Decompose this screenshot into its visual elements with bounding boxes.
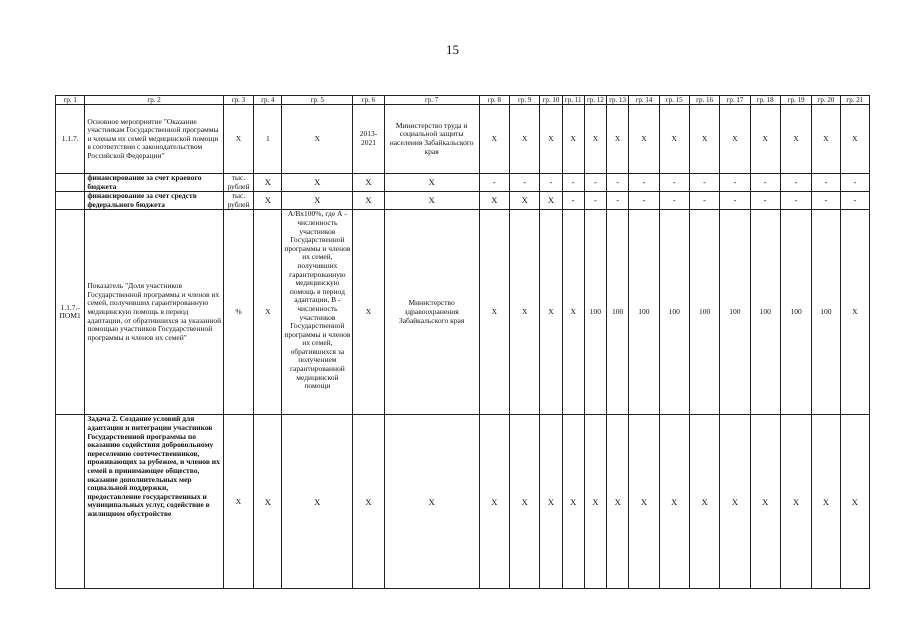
column-header: гр. 20	[812, 96, 840, 105]
table-cell: X	[223, 105, 253, 174]
column-header: гр. 18	[750, 96, 780, 105]
table-cell: X	[562, 105, 584, 174]
table-cell: X	[720, 415, 750, 589]
table-cell	[56, 415, 85, 589]
table-cell: X	[584, 105, 606, 174]
table-cell: 100	[689, 210, 719, 415]
table-cell: X	[479, 192, 509, 210]
table-cell: X	[629, 105, 659, 174]
table-cell: Показатель "Доля участников Государственной программы и членов их семей, получивших гарантированную медицинскую помощь в период адаптации, от обратившихся за указанной помощью участников Государственной программы и членов их семей"	[85, 210, 224, 415]
column-header: гр. 19	[780, 96, 811, 105]
column-header: гр. 14	[629, 96, 659, 105]
table-cell: X	[750, 105, 780, 174]
table-cell: X	[840, 105, 869, 174]
table-cell: X	[689, 105, 719, 174]
table-row	[56, 192, 870, 210]
table-cell: 100	[607, 210, 629, 415]
table-cell: -	[659, 192, 689, 210]
column-header: гр. 1	[56, 96, 85, 105]
table-cell: 1	[254, 105, 282, 174]
table-cell: X	[282, 174, 353, 192]
table-cell: X	[540, 210, 562, 415]
table-cell: X	[282, 192, 353, 210]
table-cell: X	[840, 210, 869, 415]
column-header: гр. 2	[85, 96, 224, 105]
table-cell: -	[840, 192, 869, 210]
table-cell: 100	[812, 210, 840, 415]
table-cell: X	[254, 415, 282, 589]
table-cell: X	[780, 105, 811, 174]
table-cell: X	[353, 192, 384, 210]
table-cell: -	[812, 192, 840, 210]
column-header: гр. 16	[689, 96, 719, 105]
table-cell: X	[812, 415, 840, 589]
table-cell: тыс. рублей	[223, 192, 253, 210]
table-cell: Основное мероприятие "Оказание участникам Государственной программы и членам их семей медицинской помощи в соответствии с законодательством Российской Федерации"	[85, 105, 224, 174]
table-cell: X	[629, 415, 659, 589]
table-cell: X	[562, 415, 584, 589]
table-cell: 100	[750, 210, 780, 415]
column-header: гр. 3	[223, 96, 253, 105]
table-row	[56, 210, 870, 415]
table-cell: А/Вх100%, где А - численность участников Государственной программы и членов их семей, получивших гарантированную медицинскую помощь в период адаптации, В - численность участников Государственной программы и членов их семей, обратившихся за получением гарантированной медицинской помощи	[282, 210, 353, 415]
table-cell: X	[223, 415, 253, 589]
table-cell: X	[584, 415, 606, 589]
header-row	[56, 96, 870, 105]
table-cell: Министерство здравоохранения Забайкальского края	[384, 210, 479, 415]
table-cell: -	[562, 174, 584, 192]
table-cell: финансирование за счет краевого бюджета	[85, 174, 224, 192]
table-cell: X	[750, 415, 780, 589]
table-cell: X	[384, 174, 479, 192]
table-cell: -	[720, 174, 750, 192]
table-cell: X	[353, 415, 384, 589]
table-cell: -	[584, 174, 606, 192]
table-cell: X	[607, 415, 629, 589]
table-cell: X	[479, 415, 509, 589]
program-table	[55, 95, 870, 589]
table-cell: -	[812, 174, 840, 192]
table-cell: -	[750, 174, 780, 192]
table-cell: -	[607, 192, 629, 210]
column-header: гр. 7	[384, 96, 479, 105]
table-cell: X	[659, 415, 689, 589]
table-cell: 100	[629, 210, 659, 415]
table-cell: -	[780, 192, 811, 210]
page-number: 15	[446, 42, 459, 57]
table-cell: -	[720, 192, 750, 210]
table-cell: -	[607, 174, 629, 192]
table-cell: X	[353, 174, 384, 192]
table-cell: X	[659, 105, 689, 174]
column-header: гр. 10	[540, 96, 562, 105]
table-cell: X	[812, 105, 840, 174]
table-cell: X	[540, 192, 562, 210]
table-cell: -	[629, 174, 659, 192]
table-cell: X	[689, 415, 719, 589]
table-cell: X	[540, 105, 562, 174]
table-cell: X	[540, 415, 562, 589]
table-cell: -	[659, 174, 689, 192]
table-cell: X	[282, 415, 353, 589]
table-cell: тыс. рублей	[223, 174, 253, 192]
table-cell: Задача 2. Создание условий для адаптации и интеграции участников Государственной программы по оказанию содействия добровольному переселению соотечественников, проживающих за рубежом, и членов их семей в принимающее общество, оказание дополнительных мер социальной поддержки, предоставление государственных и муниципальных услуг, содействие в жилищном обустройстве	[85, 415, 224, 589]
table-cell: 100	[584, 210, 606, 415]
table-cell: X	[254, 192, 282, 210]
table-cell: X	[384, 192, 479, 210]
table-cell: -	[629, 192, 659, 210]
column-header: гр. 11	[562, 96, 584, 105]
column-header: гр. 17	[720, 96, 750, 105]
column-header: гр. 6	[353, 96, 384, 105]
table-cell: X	[780, 415, 811, 589]
table-cell: -	[840, 174, 869, 192]
table-cell: X	[562, 210, 584, 415]
column-header: гр. 8	[479, 96, 509, 105]
table-cell: X	[607, 105, 629, 174]
table-cell: -	[750, 192, 780, 210]
table-cell: 2013-2021	[353, 105, 384, 174]
column-header: гр. 15	[659, 96, 689, 105]
table-cell: 100	[780, 210, 811, 415]
table-cell: X	[509, 210, 539, 415]
table-cell: %	[223, 210, 253, 415]
column-header: гр. 12	[584, 96, 606, 105]
table-cell: 100	[659, 210, 689, 415]
table-cell: X	[479, 105, 509, 174]
table-cell: -	[540, 174, 562, 192]
column-header: гр. 4	[254, 96, 282, 105]
table-cell: X	[509, 192, 539, 210]
table-cell	[56, 192, 85, 210]
table-cell: X	[720, 105, 750, 174]
table-cell: -	[584, 192, 606, 210]
table-cell: X	[254, 174, 282, 192]
table-cell: X	[509, 415, 539, 589]
table-cell: -	[479, 174, 509, 192]
table-cell: Министерство труда и социальной защиты населения Забайкальского края	[384, 105, 479, 174]
table-row	[56, 105, 870, 174]
table-cell: -	[689, 192, 719, 210]
column-header: гр. 21	[840, 96, 869, 105]
table-cell: X	[353, 210, 384, 415]
table-cell: X	[479, 210, 509, 415]
table-cell: X	[384, 415, 479, 589]
table-cell: -	[562, 192, 584, 210]
column-header: гр. 5	[282, 96, 353, 105]
column-header: гр. 13	[607, 96, 629, 105]
table-cell	[56, 174, 85, 192]
table-cell: 100	[720, 210, 750, 415]
table-row	[56, 415, 870, 589]
table-cell: 1.1.7.	[56, 105, 85, 174]
table-cell: X	[840, 415, 869, 589]
table-cell: X	[509, 105, 539, 174]
table-cell: -	[780, 174, 811, 192]
table-cell: X	[254, 210, 282, 415]
table-cell: 1.1.7.-ПОМ1	[56, 210, 85, 415]
table-cell: X	[282, 105, 353, 174]
column-header: гр. 9	[509, 96, 539, 105]
table-cell: -	[689, 174, 719, 192]
table-cell: финансирование за счет средств федерального бюджета	[85, 192, 224, 210]
table-cell: -	[509, 174, 539, 192]
table-row	[56, 174, 870, 192]
